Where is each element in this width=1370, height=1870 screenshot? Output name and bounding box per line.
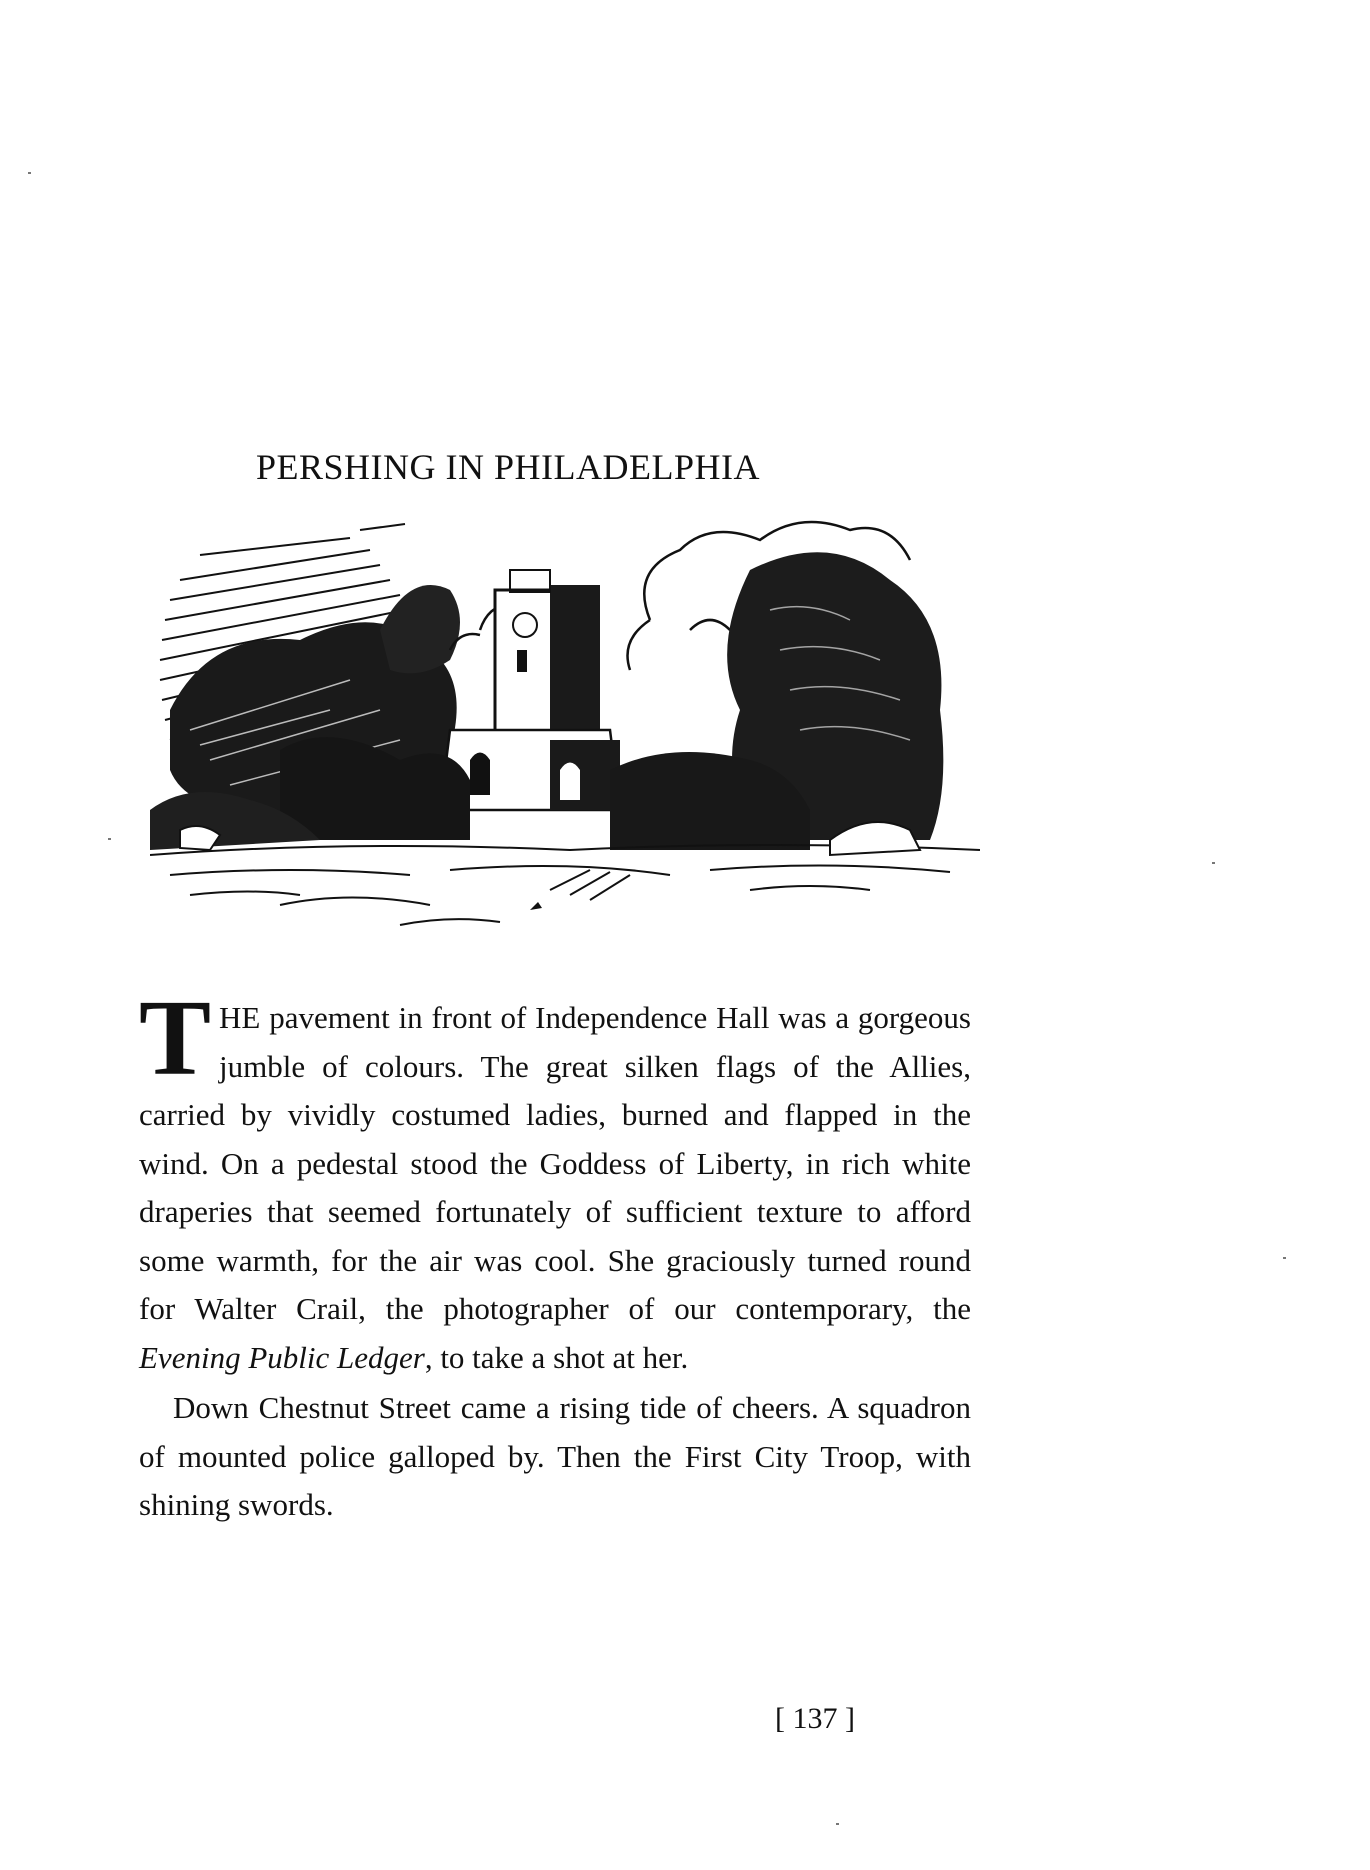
independence-hall-engraving-icon [150,510,980,970]
paragraph-1 [139,979,971,1382]
newspaper-title: Evening Public Ledger [139,1339,425,1375]
paragraph-1-tail: , to take a shot at her. [424,1339,689,1375]
scan-speck [108,838,111,840]
scan-speck [836,1823,839,1825]
scan-speck [28,172,31,174]
paragraph-1-lead: HE pavement in front of Independence Hall was a gorgeous jumble of colours. The great silken flags of the Allies, carried by vividly costumed ladies, burned and flapped in the wind. On a pedestal stood the Goddess of Liberty, in rich white draperies that seemed fortunately of sufficient texture to afford some warmth, for the air was cool. She graciously turned round for Walter Crail, the photographer of our contemporary, the [139,1000,971,1326]
chapter-title: PERSHING IN PHILADELPHIA [256,447,760,487]
scan-speck [1283,1257,1286,1259]
page-number: [ 137 ] [775,1702,855,1735]
paragraph-2: Down Chestnut Street came a rising tide of cheers. A squadron of mounted police galloped by. Then the First City Troop, with shining swords. [139,1390,971,1522]
scan-speck [1212,862,1215,864]
body-text [139,979,971,1530]
drop-cap: T [139,979,212,1098]
engraving-illustration [150,510,980,970]
